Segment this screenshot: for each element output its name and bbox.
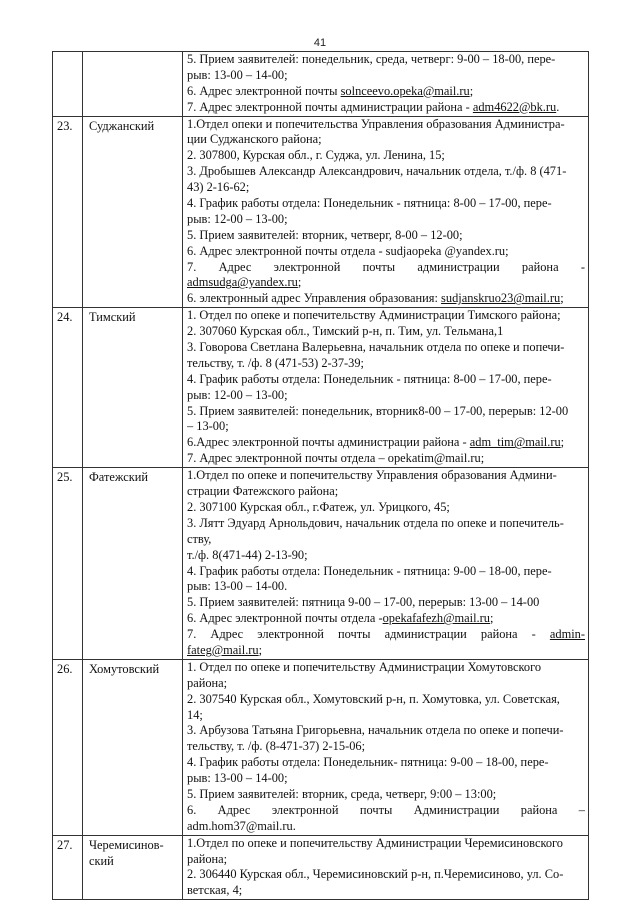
table-row bbox=[53, 308, 589, 468]
info-line bbox=[187, 595, 585, 611]
info-text: 3. Лятт Эдуард Арнольдович, начальник отдела по опеке и попечитель- bbox=[187, 515, 564, 530]
district-name: Черемисинов- ский bbox=[83, 835, 183, 900]
info-text: 5. Прием заявителей: пятница 9-00 – 17-00, перерыв: 13-00 – 14-00 bbox=[187, 595, 540, 610]
info-line bbox=[187, 660, 585, 676]
department-info bbox=[183, 835, 589, 900]
info-line bbox=[187, 100, 585, 116]
info-line bbox=[187, 739, 585, 755]
info-text: 6.Адрес электронной почты администрации района - bbox=[187, 435, 470, 450]
info-line bbox=[187, 819, 585, 835]
info-line bbox=[187, 68, 585, 84]
info-text: 5. Прием заявителей: понедельник, вторник8-00 – 17-00, перерыв: 12-00 bbox=[187, 403, 569, 418]
info-line bbox=[187, 579, 585, 595]
info-text: 2. 307800, Курская обл., г. Суджа, ул. Ленина, 15; bbox=[187, 148, 445, 163]
info-line bbox=[187, 484, 585, 500]
info-text: 4. График работы отдела: Понедельник - пятница: 9-00 – 18-00, пере- bbox=[187, 563, 552, 578]
info-line bbox=[187, 836, 585, 852]
info-text: рыв: 13-00 – 14-00; bbox=[187, 771, 288, 786]
info-line bbox=[187, 148, 585, 164]
info-line bbox=[187, 755, 585, 771]
district-name bbox=[83, 52, 183, 117]
info-line bbox=[187, 132, 585, 148]
info-line bbox=[187, 260, 585, 276]
email-address: admsudga@yandex.ru bbox=[187, 275, 298, 290]
info-text: страции Фатежского района; bbox=[187, 484, 339, 499]
row-number: 23. bbox=[53, 116, 83, 308]
email-address: sudjanskruo23@mail.ru bbox=[441, 291, 561, 306]
info-text: ветская, 4; bbox=[187, 883, 243, 898]
info-text: рыв: 12-00 – 13-00; bbox=[187, 387, 288, 402]
info-text: 1.Отдел опеки и попечительства Управления образования Администра- bbox=[187, 116, 565, 131]
info-text: 6. Адрес электронной почты отдела - bbox=[187, 611, 383, 626]
info-line bbox=[187, 228, 585, 244]
info-line bbox=[187, 500, 585, 516]
info-text: ; bbox=[489, 611, 494, 626]
info-text: 4. График работы отдела: Понедельник- пятница: 9-00 – 18-00, пере- bbox=[187, 755, 549, 770]
info-text: 2. 307540 Курская обл., Хомутовский р-н, п. Хомутовка, ул. Советская, bbox=[187, 691, 560, 706]
info-text: 2. 307100 Курская обл., г.Фатеж, ул. Урицкого, 45; bbox=[187, 499, 450, 514]
email-address: admin- bbox=[549, 627, 585, 642]
page-number: 41 bbox=[313, 37, 327, 49]
info-text: 5. Прием заявителей: вторник, среда, четверг, 9:00 – 13:00; bbox=[187, 786, 497, 801]
table-row bbox=[53, 659, 589, 835]
table-row bbox=[53, 835, 589, 900]
info-line bbox=[187, 852, 585, 868]
info-line bbox=[187, 692, 585, 708]
row-number: 26. bbox=[53, 659, 83, 835]
info-line bbox=[187, 244, 585, 260]
info-line bbox=[187, 356, 585, 372]
info-line bbox=[187, 548, 585, 564]
info-line bbox=[187, 771, 585, 787]
info-line bbox=[187, 84, 585, 100]
info-text: 43) 2-16-62; bbox=[187, 180, 250, 195]
info-line bbox=[187, 212, 585, 228]
info-text: 6. Адрес электронной почты Администрации района – bbox=[187, 802, 585, 817]
info-text: – 13-00; bbox=[187, 419, 229, 434]
info-line bbox=[187, 291, 585, 307]
info-text: 1.Отдел по опеке и попечительству Управления образования Админи- bbox=[187, 468, 557, 483]
info-line bbox=[187, 117, 585, 133]
info-text: 3. Дробышев Александр Александрович, начальник отдела, т./ф. 8 (471- bbox=[187, 164, 567, 179]
district-name: Суджанский bbox=[83, 116, 183, 308]
info-text: тельству, т. /ф. (8-471-37) 2-15-06; bbox=[187, 739, 366, 754]
info-line bbox=[187, 708, 585, 724]
info-line bbox=[187, 516, 585, 532]
email-address: opekafafezh@mail.ru bbox=[382, 611, 490, 626]
info-text: ; bbox=[297, 275, 302, 290]
info-text: т./ф. 8(471-44) 2-13-90; bbox=[187, 547, 308, 562]
info-line bbox=[187, 627, 585, 643]
info-line bbox=[187, 180, 585, 196]
info-line bbox=[187, 196, 585, 212]
info-text: 3. Арбузова Татьяна Григорьевна, начальник отдела по опеке и попечи- bbox=[187, 723, 564, 738]
info-text: тельству, т. /ф. 8 (471-53) 2-37-39; bbox=[187, 355, 365, 370]
info-text: 6. электронный адрес Управления образования: bbox=[187, 291, 442, 306]
info-text: 5. Прием заявителей: понедельник, среда, четверг: 9-00 – 18-00, пере- bbox=[187, 52, 556, 66]
info-line bbox=[187, 676, 585, 692]
info-line bbox=[187, 164, 585, 180]
info-line bbox=[187, 435, 585, 451]
department-info bbox=[183, 52, 589, 117]
info-line bbox=[187, 451, 585, 467]
info-text: 6. Адрес электронной почты отдела - sudjaopeka @yandex.ru; bbox=[187, 243, 509, 258]
info-line bbox=[187, 468, 585, 484]
info-line bbox=[187, 883, 585, 899]
email-address: solnceevo.opeka@mail.ru bbox=[340, 83, 470, 98]
table-row bbox=[53, 468, 589, 660]
info-text: ; bbox=[560, 435, 565, 450]
table-row bbox=[53, 52, 589, 117]
info-line bbox=[187, 52, 585, 68]
info-text: 1. Отдел по опеке и попечительству Администрации Хомутовского bbox=[187, 659, 542, 674]
info-line bbox=[187, 419, 585, 435]
info-text: ции Суджанского района; bbox=[187, 132, 322, 147]
info-line bbox=[187, 388, 585, 404]
row-number: 24. bbox=[53, 308, 83, 468]
department-info bbox=[183, 308, 589, 468]
email-address: adm_tim@mail.ru bbox=[469, 435, 561, 450]
district-name: Фатежский bbox=[83, 468, 183, 660]
district-name: Тимский bbox=[83, 308, 183, 468]
info-line bbox=[187, 787, 585, 803]
info-line bbox=[187, 611, 585, 627]
info-text: 2. 307060 Курская обл., Тимский р-н, п. Тим, ул. Тельмана,1 bbox=[187, 324, 504, 339]
info-line bbox=[187, 324, 585, 340]
department-info bbox=[183, 659, 589, 835]
district-name: Хомутовский bbox=[83, 659, 183, 835]
info-text: 7. Адрес электронной почты администрации района - bbox=[187, 259, 585, 274]
info-text: . bbox=[556, 99, 560, 114]
info-text: 5. Прием заявителей: вторник, четверг, 8-00 – 12-00; bbox=[187, 227, 463, 242]
info-text: ; bbox=[258, 642, 263, 657]
info-text: ; bbox=[469, 83, 474, 98]
info-text: района; bbox=[187, 851, 228, 866]
row-number: 25. bbox=[53, 468, 83, 660]
info-text: ству, bbox=[187, 531, 212, 546]
info-line bbox=[187, 803, 585, 819]
info-text: 1. Отдел по опеке и попечительству Администрации Тимского района; bbox=[187, 308, 561, 323]
info-line bbox=[187, 372, 585, 388]
info-line bbox=[187, 723, 585, 739]
info-text: 7. Адрес электронной почты отдела – opekatim@mail.ru; bbox=[187, 451, 485, 466]
info-text: рыв: 13-00 – 14-00. bbox=[187, 579, 288, 594]
info-text: 1.Отдел по опеке и попечительству Администрации Черемисиновского bbox=[187, 835, 564, 850]
email-address: adm4622@bk.ru bbox=[472, 99, 557, 114]
info-text: 7. Адрес электронной почты администрации района - bbox=[187, 99, 473, 114]
info-text: 4. График работы отдела: Понедельник - пятница: 8-00 – 17-00, пере- bbox=[187, 196, 552, 211]
table-row bbox=[53, 116, 589, 308]
info-line bbox=[187, 564, 585, 580]
row-number bbox=[53, 52, 83, 117]
info-line bbox=[187, 404, 585, 420]
info-text: района; bbox=[187, 675, 228, 690]
info-line bbox=[187, 340, 585, 356]
info-text: рыв: 12-00 – 13-00; bbox=[187, 211, 288, 226]
info-text: 2. 306440 Курская обл., Черемисиновский р-н, п.Черемисиново, ул. Со- bbox=[187, 867, 564, 882]
info-line bbox=[187, 532, 585, 548]
department-info bbox=[183, 468, 589, 660]
row-number: 27. bbox=[53, 835, 83, 900]
department-info bbox=[183, 116, 589, 308]
info-text: 4. График работы отдела: Понедельник - пятница: 8-00 – 17-00, пере- bbox=[187, 371, 552, 386]
info-text: 3. Говорова Светлана Валерьевна, начальник отдела по опеке и попечи- bbox=[187, 340, 565, 355]
email-address: fateg@mail.ru bbox=[187, 642, 259, 657]
info-text: adm.hom37@mail.ru. bbox=[187, 818, 296, 833]
info-line bbox=[187, 308, 585, 324]
info-text: ; bbox=[560, 291, 564, 306]
info-line bbox=[187, 867, 585, 883]
guardianship-departments-table bbox=[52, 51, 589, 900]
info-text: 14; bbox=[187, 707, 203, 722]
info-line bbox=[187, 643, 585, 659]
info-line bbox=[187, 275, 585, 291]
info-text: 6. Адрес электронной почты bbox=[187, 83, 341, 98]
info-text: 7. Адрес электронной почты администрации района - bbox=[187, 627, 550, 642]
info-text: рыв: 13-00 – 14-00; bbox=[187, 67, 288, 82]
